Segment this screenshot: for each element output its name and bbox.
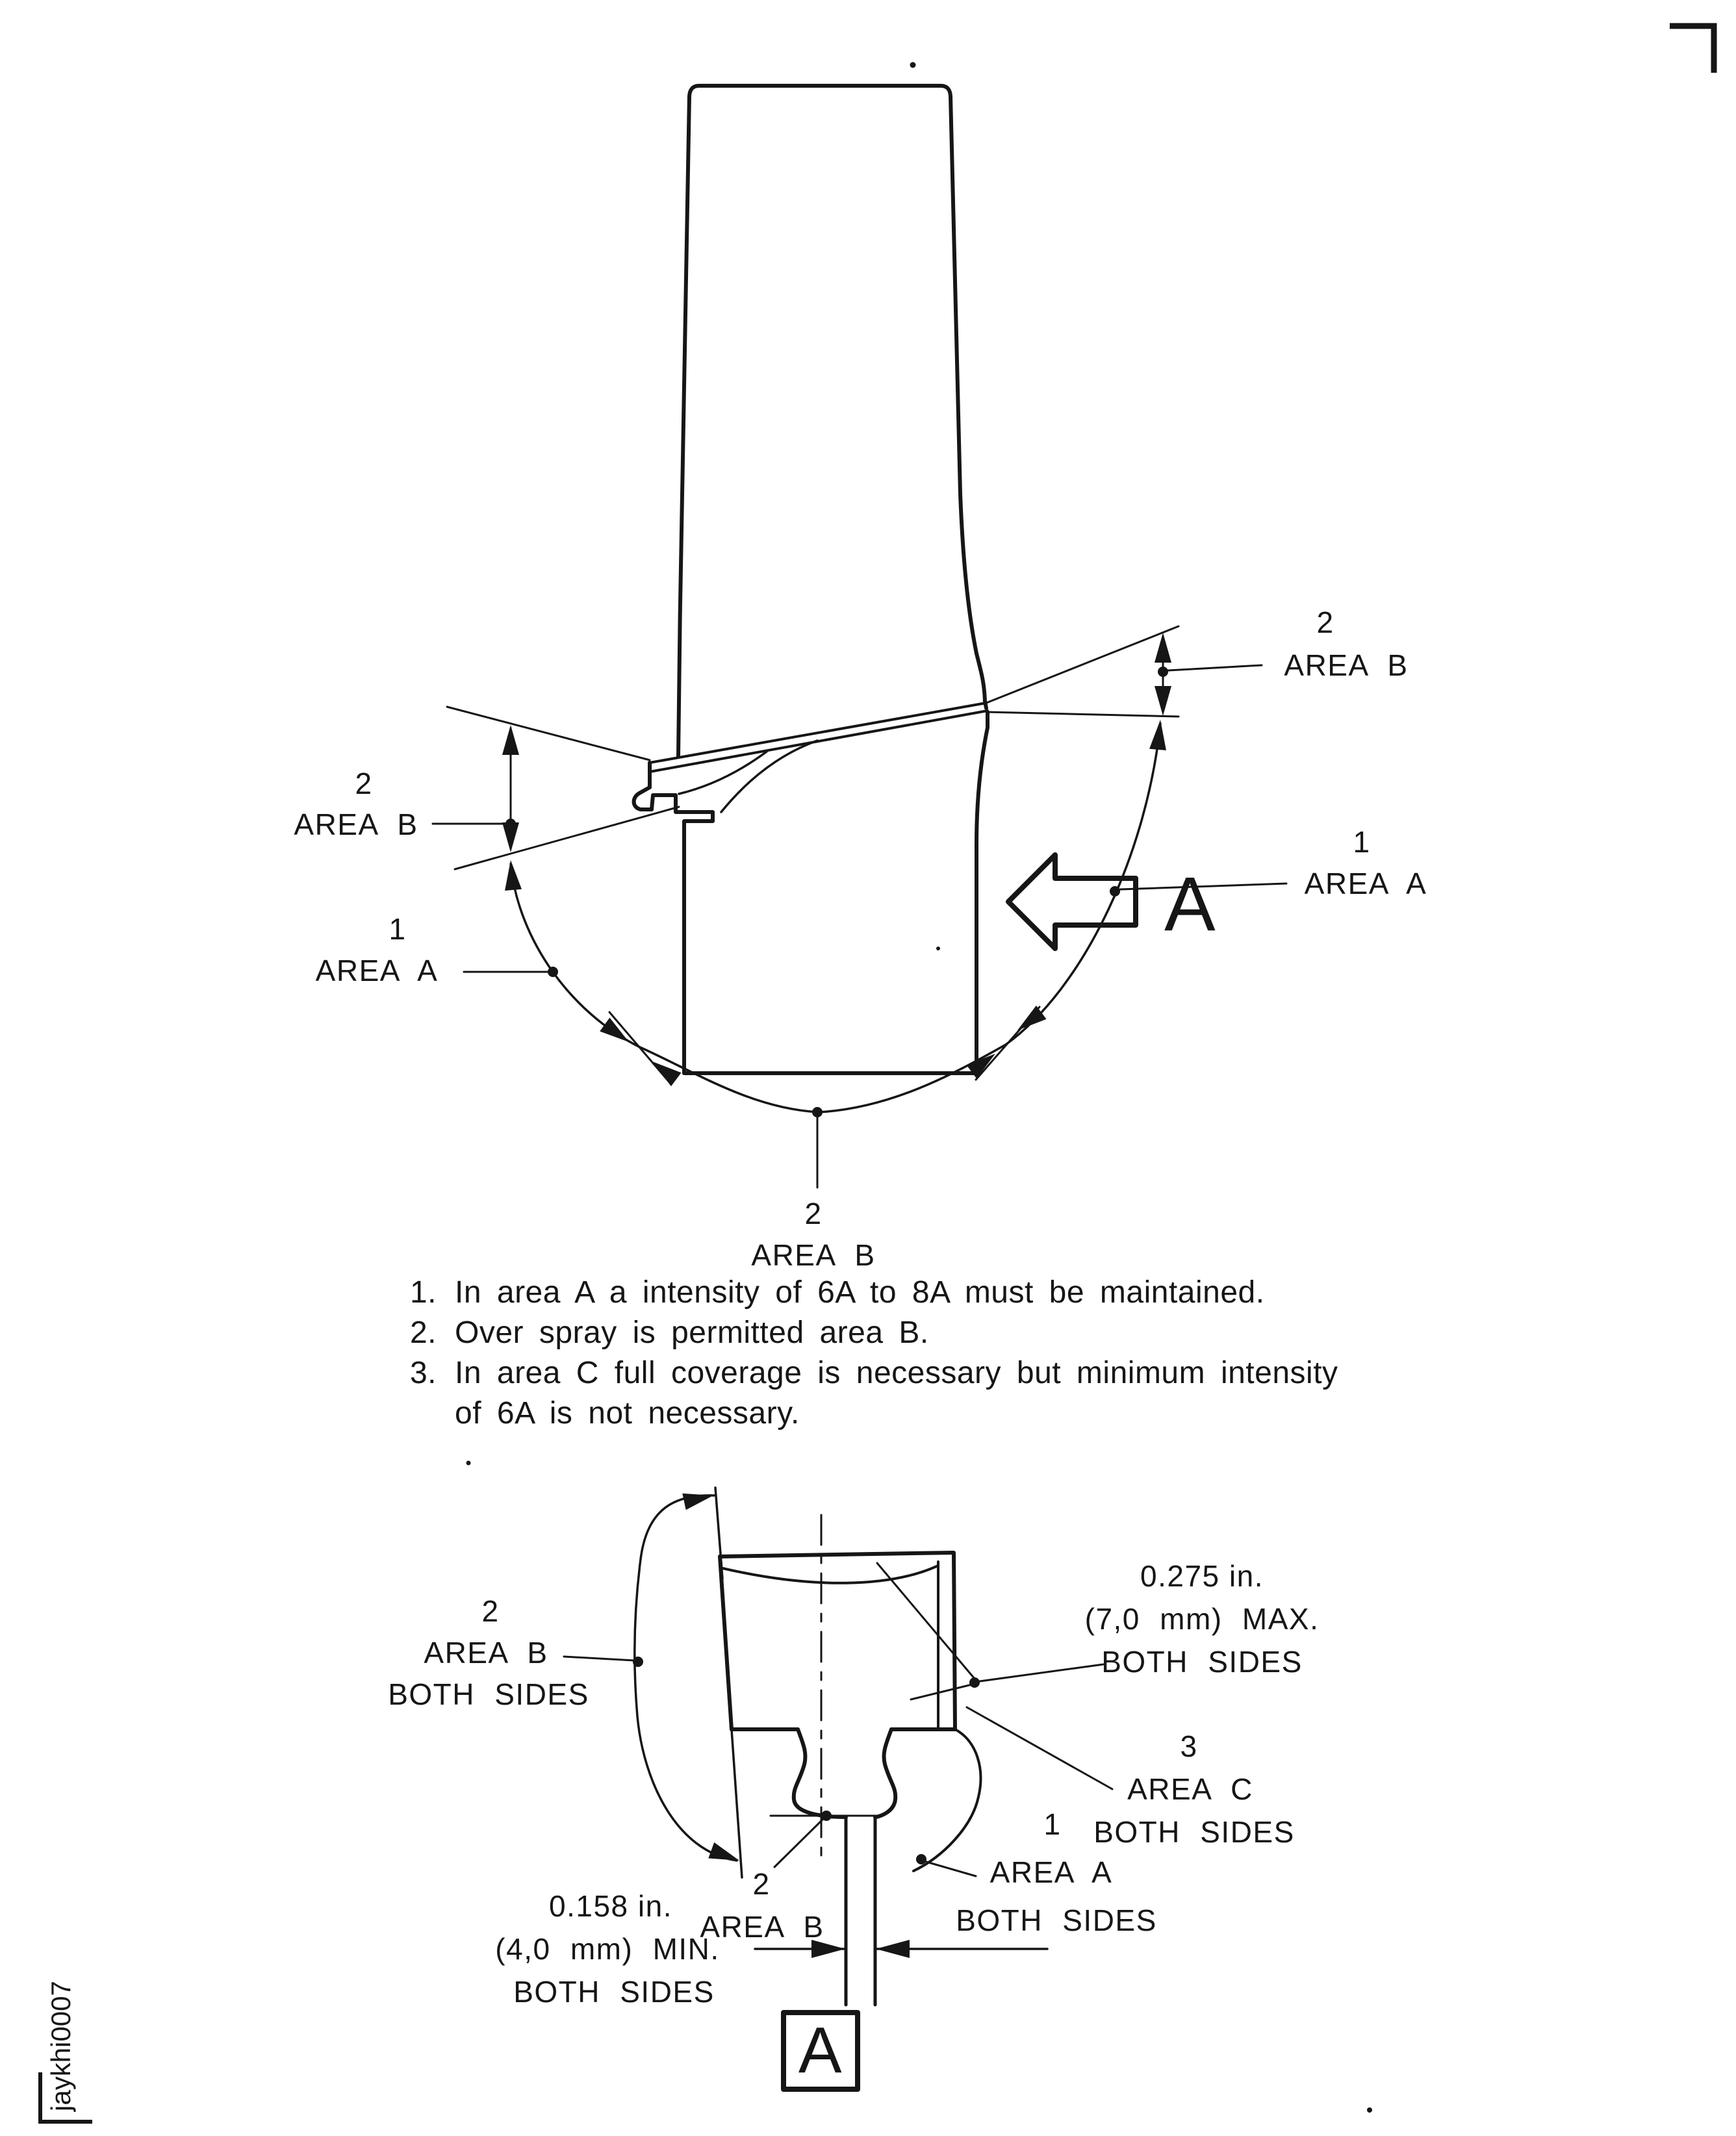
note-1-text: In area A a intensity of 6A to 8A must be maintained.: [455, 1275, 1265, 1310]
leader-dim-max-upper: [877, 1563, 975, 1679]
note-3-text: In area C full coverage is necessary but minimum intensity: [455, 1356, 1338, 1390]
label-dim-max-2: (7,0 mm) MAX.: [1084, 1602, 1320, 1636]
note-3-num: 3.: [409, 1356, 437, 1390]
label-bottom-area-b-num: 2: [804, 1197, 823, 1230]
arrowhead: [600, 1017, 633, 1049]
label-area-c-1: AREA C: [1127, 1772, 1253, 1806]
view-a-box-letter: A: [798, 2014, 843, 2087]
leader-dot: [548, 967, 558, 977]
leader-area-b-left: [564, 1657, 634, 1660]
fan-line-right-lower: [988, 712, 1179, 717]
label-right-area-b-num: 2: [1316, 605, 1334, 639]
label-right-area-a-num: 1: [1353, 825, 1371, 859]
label-right-area-a: AREA A: [1304, 867, 1427, 900]
label-area-a-num: 1: [1043, 1807, 1062, 1841]
section-inner-top-curve: [722, 1566, 938, 1583]
leader-area-c: [967, 1707, 1112, 1789]
notes-block: [410, 1275, 1338, 1430]
fan-line-left-lower: [455, 807, 679, 869]
watermark-text: jaykhi0007: [45, 1981, 76, 2111]
section-left-edge: [720, 1557, 732, 1729]
arrowhead: [1155, 633, 1171, 663]
arrowhead: [1155, 686, 1171, 716]
leader-dim-max: [980, 1664, 1103, 1681]
label-left-area-a-num: 1: [389, 912, 407, 946]
stray-dot: [466, 1461, 471, 1466]
section-top-edge: [720, 1553, 955, 1729]
coverage-arc: [511, 724, 1160, 1112]
fan-line-right-upper: [986, 626, 1179, 703]
label-area-b-left-1: AREA B: [424, 1636, 548, 1670]
outer-coverage-curve: [913, 1729, 980, 1871]
label-right-area-b: AREA B: [1284, 648, 1409, 682]
leader-right-area-b: [1168, 665, 1262, 670]
leader-area-b-bottom: [774, 1818, 824, 1867]
arrowhead: [502, 859, 522, 891]
fan-line-left-upper: [447, 707, 650, 760]
label-bottom-area-b: AREA B: [751, 1238, 876, 1272]
platform-sliver-lower: [650, 711, 988, 772]
label-area-b-bottom-num: 2: [752, 1867, 771, 1901]
stray-dot: [1367, 2107, 1372, 2113]
label-area-c-num: 3: [1180, 1729, 1198, 1763]
label-area-a-1: AREA A: [989, 1855, 1113, 1889]
stray-dot: [936, 947, 940, 950]
arrowhead: [876, 1940, 910, 1958]
label-area-c-2: BOTH SIDES: [1093, 1815, 1295, 1849]
note-1-num: 1.: [409, 1275, 437, 1310]
leader-dot: [633, 1657, 643, 1667]
label-dim-max-3: BOTH SIDES: [1101, 1645, 1303, 1679]
corner-registration-mark: [1670, 26, 1714, 73]
root-neck-left: [794, 1729, 846, 1817]
arrowhead: [1149, 719, 1169, 750]
arrowhead: [682, 1487, 715, 1510]
platform-sliver-upper: [650, 703, 986, 763]
root-neck-right: [875, 1729, 895, 1817]
note-2-num: 2.: [409, 1316, 437, 1350]
label-area-a-2: BOTH SIDES: [956, 1903, 1157, 1937]
label-area-b-left-2: BOTH SIDES: [388, 1677, 589, 1711]
label-area-b-left-num: 2: [481, 1594, 500, 1628]
note-4-text: of 6A is not necessary.: [455, 1396, 800, 1430]
leader-dot: [505, 819, 516, 829]
leader-area-a: [926, 1862, 976, 1876]
area-b-bracket-curve: [635, 1495, 737, 1861]
detail-view: [388, 1487, 1319, 2089]
leader-dim-max-lower: [911, 1684, 975, 1699]
main-view: [294, 86, 1427, 1272]
label-dim-min-1: 0.158 in.: [549, 1889, 672, 1923]
label-dim-min-2: (4,0 mm) MIN.: [495, 1932, 720, 1966]
view-a-letter: A: [1164, 861, 1217, 947]
label-left-area-b-num: 2: [355, 767, 373, 800]
arrowhead: [708, 1842, 742, 1868]
leader-dot: [1158, 667, 1168, 677]
label-left-area-b: AREA B: [294, 807, 418, 841]
arrowhead: [502, 725, 519, 755]
label-left-area-a: AREA A: [315, 954, 439, 987]
view-a-block-arrow: [1008, 855, 1136, 948]
label-area-b-bottom: AREA B: [700, 1910, 824, 1944]
label-dim-min-3: BOTH SIDES: [513, 1975, 715, 2009]
note-2-text: Over spray is permitted area B.: [455, 1316, 929, 1350]
extension-line-bottom: [732, 1729, 742, 1877]
leader-dot: [916, 1854, 926, 1864]
label-dim-max-1: 0.275 in.: [1140, 1559, 1264, 1593]
blade-airfoil-outline: [678, 86, 986, 756]
stray-dot: [910, 62, 916, 68]
leader-dot: [1110, 886, 1120, 896]
